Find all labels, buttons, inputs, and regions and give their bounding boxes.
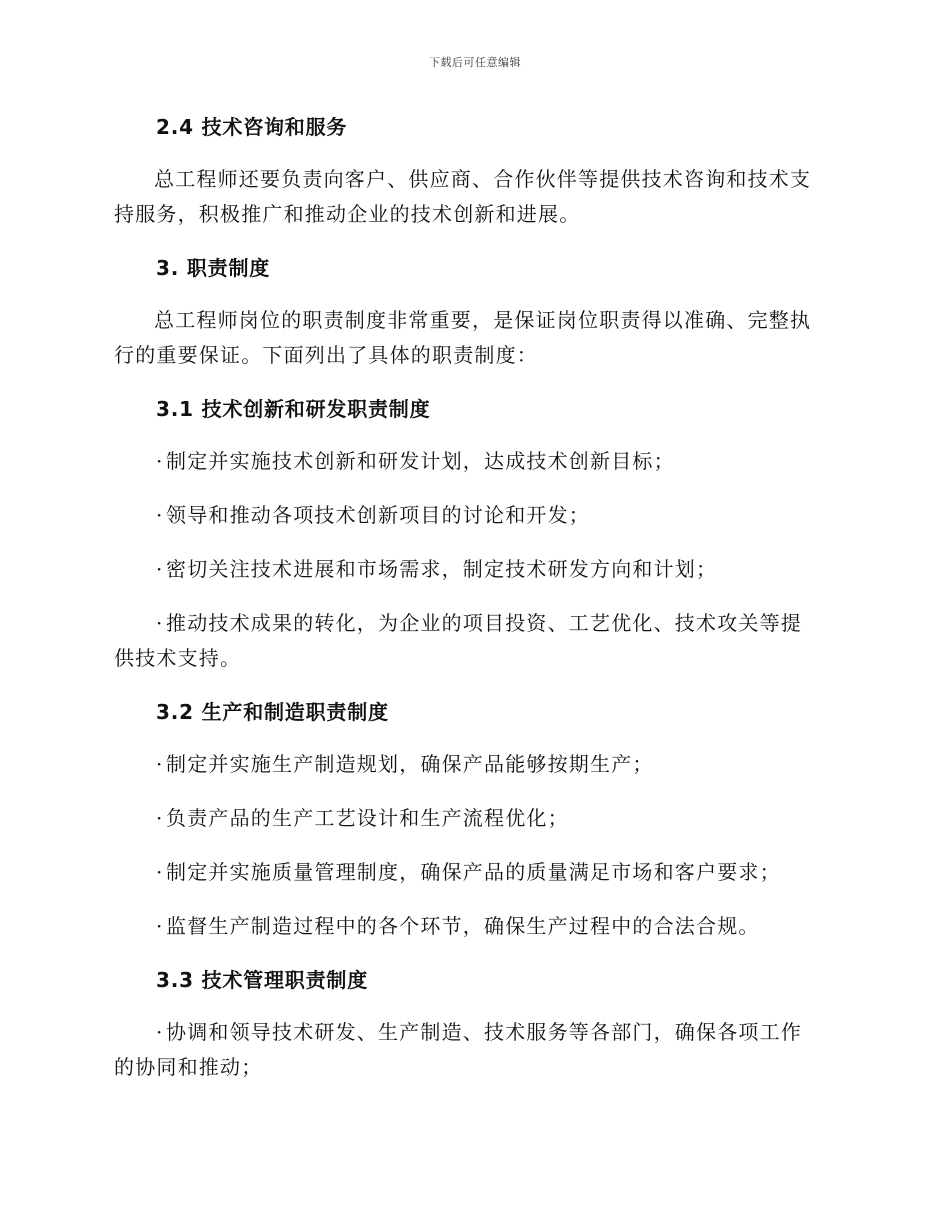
list-item-text: 制定并实施生产制造规划，确保产品能够按期生产； xyxy=(166,752,654,776)
paragraph-line: 总工程师还要负责向客户、供应商、合作伙伴等提供技术咨询和技术支 xyxy=(154,167,812,191)
list-item-text: 制定并实施质量管理制度，确保产品的质量满足市场和客户要求； xyxy=(166,860,781,884)
page-header: 下载后可任意编辑 xyxy=(429,56,521,69)
section-heading-2-4: 2.4 技术咨询和服务 xyxy=(156,115,348,139)
bullet-marker: · xyxy=(156,914,164,938)
list-item-text: 密切关注技术进展和市场需求，制定技术研发方向和计划； xyxy=(166,557,718,581)
document-body xyxy=(114,110,836,1085)
paragraph-line: 持服务，积极推广和推动企业的技术创新和进展。 xyxy=(114,202,581,226)
list-item xyxy=(114,606,836,641)
bullet-marker: · xyxy=(156,557,164,581)
bullet-marker: · xyxy=(156,806,164,830)
paragraph-line: 总工程师岗位的职责制度非常重要，是保证岗位职责得以准确、完整执 xyxy=(154,308,812,332)
list-item xyxy=(114,1015,836,1050)
list-item xyxy=(114,855,836,890)
bullet-marker: · xyxy=(156,611,164,635)
section-heading-3-1: 3.1 技术创新和研发职责制度 xyxy=(156,397,431,421)
list-item-text: 推动技术成果的转化，为企业的项目投资、工艺优化、技术攻关等提 xyxy=(166,611,802,635)
bullet-marker: · xyxy=(156,752,164,776)
bullet-marker: · xyxy=(156,449,164,473)
list-item-text: 协调和领导技术研发、生产制造、技术服务等各部门，确保各项工作 xyxy=(166,1020,802,1044)
paragraph-line: 行的重要保证。下面列出了具体的职责制度： xyxy=(114,343,538,367)
bullet-marker: · xyxy=(156,860,164,884)
list-item xyxy=(114,801,836,836)
bullet-marker: · xyxy=(156,503,164,527)
section-heading-3-2: 3.2 生产和制造职责制度 xyxy=(156,700,389,724)
list-item-text: 领导和推动各项技术创新项目的讨论和开发； xyxy=(166,503,590,527)
list-item xyxy=(114,498,836,533)
list-item xyxy=(114,552,836,587)
list-item-text: 负责产品的生产工艺设计和生产流程优化； xyxy=(166,806,569,830)
list-item xyxy=(114,444,836,479)
bullet-marker: · xyxy=(156,1020,164,1044)
list-item-text: 监督生产制造过程中的各个环节，确保生产过程中的合法合规。 xyxy=(166,914,760,938)
list-item-continuation: 供技术支持。 xyxy=(114,646,242,670)
list-item-text: 制定并实施技术创新和研发计划，达成技术创新目标； xyxy=(166,449,675,473)
list-item xyxy=(114,909,836,944)
section-heading-3: 3. 职责制度 xyxy=(156,256,271,280)
list-item-continuation: 的协同和推动； xyxy=(114,1055,263,1079)
section-heading-3-3: 3.3 技术管理职责制度 xyxy=(156,968,368,992)
list-item xyxy=(114,747,836,782)
